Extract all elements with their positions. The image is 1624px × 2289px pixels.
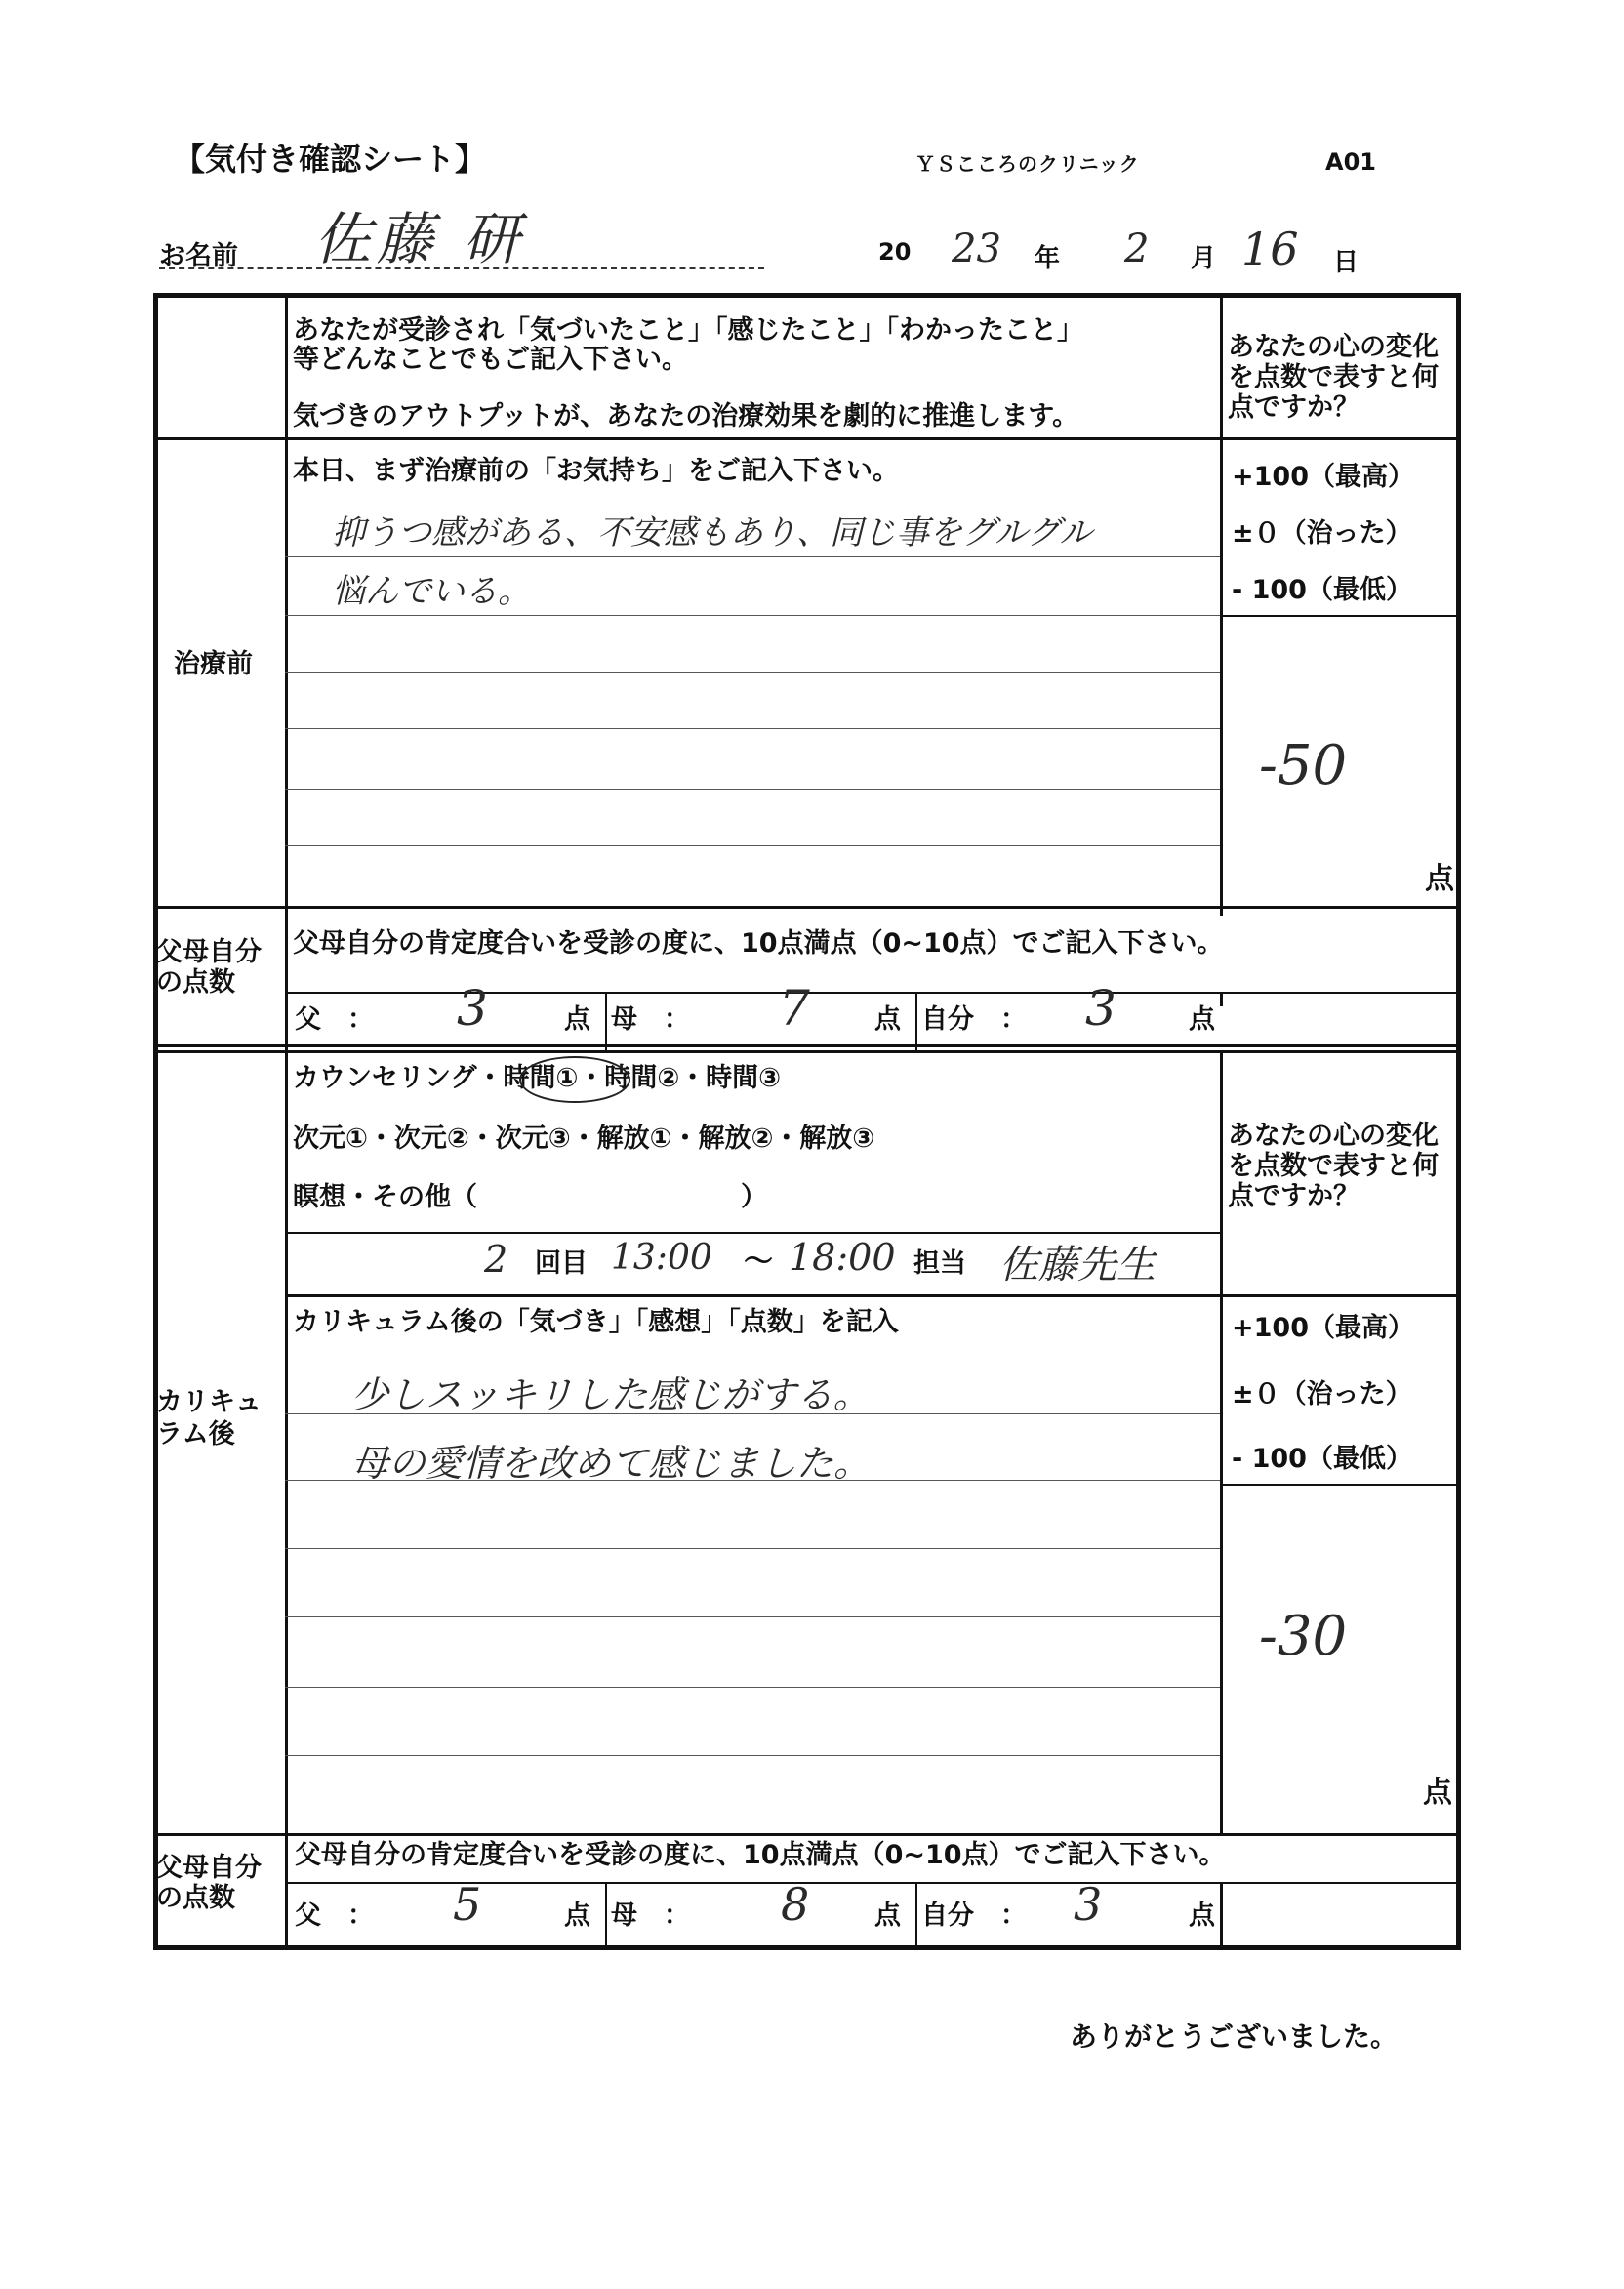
intro-line-1: あなたが受診され「気づいたこと」「感じたこと」「わかったこと」 (293, 315, 1083, 346)
day-label: 日 (1333, 248, 1360, 277)
sheet-code: A01 (1325, 148, 1376, 176)
before-text-line-2[interactable]: 悩んでいる。 (332, 572, 531, 611)
parent-score-label-1: 父母自分の点数 (156, 937, 262, 998)
intro-line-2: 等どんなことでもご記入下さい。 (293, 345, 688, 375)
scale-mid-1: ±０（治った） (1232, 518, 1412, 549)
score-question-2: あなたの心の変化を点数で表すと何点ですか？ (1228, 1121, 1439, 1211)
curriculum-prompt: カリキュラム後の「気づき」「感想」「点数」を記入 (293, 1307, 899, 1337)
clinic-name: ＹＳこころのクリニック (915, 152, 1140, 176)
session-label: 回目 (535, 1248, 588, 1279)
scale-mid-2: ±０（治った） (1232, 1379, 1412, 1410)
mother-unit-1: 点 (874, 1004, 901, 1035)
mother-label-2: 母 ： (611, 1901, 690, 1931)
self-score-2[interactable]: 3 (1074, 1878, 1103, 1931)
scale-low-2: - 100（最低） (1232, 1444, 1412, 1474)
name-value[interactable]: 佐藤 研 (314, 206, 526, 272)
curriculum-label: カリキュラム後 (156, 1387, 262, 1450)
self-label-1: 自分 ： (921, 1004, 1027, 1035)
staff-label: 担当 (914, 1248, 966, 1279)
curriculum-score[interactable]: -30 (1259, 1605, 1348, 1668)
parent-score-label-2: 父母自分の点数 (156, 1853, 262, 1913)
mother-score-2[interactable]: 8 (781, 1878, 810, 1931)
dimension-options: 次元①・次元②・次元③・解放①・解放②・解放③ (293, 1124, 875, 1154)
father-label-2: 父 ： (295, 1901, 374, 1931)
day-value[interactable]: 16 (1241, 223, 1299, 275)
father-label-1: 父 ： (295, 1004, 374, 1035)
curriculum-text-line-2[interactable]: 母の愛情を改めて感じました。 (351, 1442, 872, 1485)
mother-unit-2: 点 (874, 1901, 901, 1931)
month-value[interactable]: 2 (1124, 226, 1150, 271)
before-score-unit: 点 (1425, 862, 1454, 896)
year-label: 年 (1035, 244, 1061, 273)
name-underline (159, 267, 764, 269)
before-prompt: 本日、まず治療前の「お気持ち」をご記入下さい。 (293, 456, 899, 486)
staff-name[interactable]: 佐藤先生 (999, 1243, 1156, 1288)
sheet-title: 【気付き確認シート】 (174, 141, 487, 178)
scale-low-1: - 100（最低） (1232, 575, 1412, 605)
counseling-options: カウンセリング・時間①・時間②・時間③ (293, 1063, 782, 1093)
name-label: お名前 (159, 241, 238, 271)
father-unit-1: 点 (564, 1004, 590, 1035)
parent-score-instruction-2: 父母自分の肯定度合いを受診の度に、10点満点（0~10点）でご記入下さい。 (295, 1840, 1226, 1870)
father-unit-2: 点 (564, 1901, 590, 1931)
mother-score-1[interactable]: 7 (779, 980, 810, 1037)
curriculum-score-unit: 点 (1423, 1776, 1452, 1810)
mother-label-1: 母 ： (611, 1004, 690, 1035)
meditation-options: 瞑想・その他（ ） (293, 1182, 767, 1212)
selected-option-circle (519, 1056, 630, 1103)
session-count[interactable]: 2 (484, 1238, 508, 1281)
year-prefix: 20 (878, 238, 912, 266)
intro-line-3: 気づきのアウトプットが、あなたの治療効果を劇的に推進します。 (293, 401, 1079, 431)
curriculum-text-line-1[interactable]: 少しスッキリした感じがする。 (351, 1373, 871, 1416)
month-label: 月 (1191, 244, 1217, 273)
time-separator: ～ (744, 1245, 773, 1279)
thanks-message: ありがとうございました。 (1070, 2021, 1399, 2053)
before-label: 治療前 (174, 649, 253, 679)
score-question-1: あなたの心の変化を点数で表すと何点ですか？ (1228, 332, 1439, 423)
father-score-1[interactable]: 3 (457, 980, 488, 1037)
year-value[interactable]: 23 (952, 226, 1001, 271)
self-unit-2: 点 (1189, 1901, 1215, 1931)
self-label-2: 自分 ： (921, 1901, 1027, 1931)
self-unit-1: 点 (1189, 1004, 1215, 1035)
time-to[interactable]: 18:00 (789, 1236, 896, 1279)
time-from[interactable]: 13:00 (611, 1238, 712, 1278)
before-text-line-1[interactable]: 抑うつ感がある、不安感もあり、同じ事をグルグル (332, 513, 1093, 552)
scale-high-1: +100（最高） (1232, 462, 1414, 492)
self-score-1[interactable]: 3 (1085, 980, 1116, 1037)
scale-high-2: +100（最高） (1232, 1313, 1414, 1343)
before-score[interactable]: -50 (1259, 734, 1348, 797)
parent-score-instruction-1: 父母自分の肯定度合いを受診の度に、10点満点（0~10点）でご記入下さい。 (293, 928, 1224, 959)
father-score-2[interactable]: 5 (453, 1878, 482, 1931)
